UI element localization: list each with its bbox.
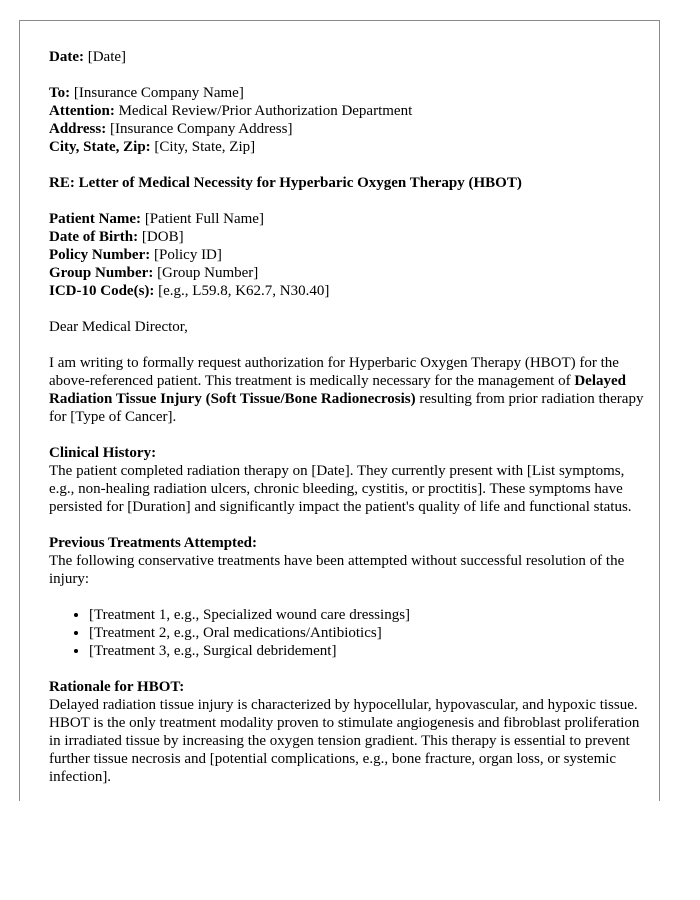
salutation: Dear Medical Director, (49, 319, 188, 335)
to-label: To: (49, 85, 71, 101)
icd-line (49, 282, 649, 300)
clinical-history-text: The patient completed radiation therapy on [Date]. They currently present with [List symptoms, e.g., non-healing radiation ulcers, chronic bleeding, cystitis, or proctitis]. These symptoms have persisted for [Duration] and significantly impact the patient's quality of life and functional status. (49, 463, 632, 515)
intro-paragraph (49, 354, 649, 426)
city-label: City, State, Zip: (49, 139, 151, 155)
address-value: [Insurance Company Address] (109, 121, 293, 137)
address-line (49, 120, 649, 138)
group-line (49, 264, 649, 282)
address-label: Address: (49, 121, 107, 137)
clinical-history-heading-text: Clinical History: (49, 445, 157, 461)
group-label: Group Number: (49, 265, 154, 281)
letter-page (19, 20, 660, 801)
dob-line (49, 228, 649, 246)
dob-label: Date of Birth: (49, 229, 139, 245)
subject-text: RE: Letter of Medical Necessity for Hyperbaric Oxygen Therapy (HBOT) (49, 175, 522, 191)
intro-text-after: resulting from prior radiation therapy for [Type of Cancer]. (49, 391, 644, 425)
intro-text-before: I am writing to formally request authorization for Hyperbaric Oxygen Therapy (HBOT) for the above-referenced patient. This treatment is medically necessary for the management of (49, 355, 619, 389)
icd-label: ICD-10 Code(s): (49, 283, 155, 299)
patient-name-label: Patient Name: (49, 211, 142, 227)
icd-value: [e.g., L59.8, K62.7, N30.40] (158, 283, 330, 299)
attention-line (49, 102, 649, 120)
intro-emphasis: Delayed Radiation Tissue Injury (Soft Tissue/Bone Radionecrosis) (49, 373, 627, 407)
date-label: Date: (49, 49, 84, 65)
previous-treatments-heading (49, 534, 649, 552)
rationale-text: Delayed radiation tissue injury is characterized by hypocellular, hypovascular, and hypoxic tissue. HBOT is the only treatment modality proven to stimulate angiogenesis and fibroblast proliferation in irradiated tissue by increasing the oxygen tension gradient. This therapy is essential to prevent further tissue necrosis and [potential complications, e.g., bone fracture, organ loss, or systemic infection]. (49, 697, 640, 785)
treatments-list (49, 606, 649, 660)
attention-label: Attention: (49, 103, 115, 119)
list-item: • [Treatment 3, e.g., Surgical debridement] (89, 642, 649, 660)
to-value: [Insurance Company Name] (73, 85, 244, 101)
city-value: [City, State, Zip] (154, 139, 256, 155)
clinical-history-heading (49, 444, 649, 462)
dob-value: [DOB] (141, 229, 184, 245)
rationale-heading-text: Rationale for HBOT: (49, 679, 185, 695)
policy-label: Policy Number: (49, 247, 151, 263)
list-item: • [Treatment 2, e.g., Oral medications/Antibiotics] (89, 624, 649, 642)
previous-treatments-heading-text: Previous Treatments Attempted: (49, 535, 258, 551)
to-line (49, 84, 649, 102)
policy-line (49, 246, 649, 264)
subject-line (49, 174, 649, 192)
city-line (49, 138, 649, 156)
date-value: [Date] (87, 49, 127, 65)
group-value: [Group Number] (157, 265, 259, 281)
date-line (49, 48, 649, 66)
rationale-heading (49, 678, 649, 696)
patient-name-line (49, 210, 649, 228)
patient-name-value: [Patient Full Name] (144, 211, 264, 227)
letter-content (49, 48, 649, 786)
list-item: • [Treatment 1, e.g., Specialized wound care dressings] (89, 606, 649, 624)
policy-value: [Policy ID] (153, 247, 222, 263)
attention-value: Medical Review/Prior Authorization Department (118, 103, 413, 119)
previous-treatments-text: The following conservative treatments have been attempted without successful resolution of the injury: (49, 553, 625, 587)
